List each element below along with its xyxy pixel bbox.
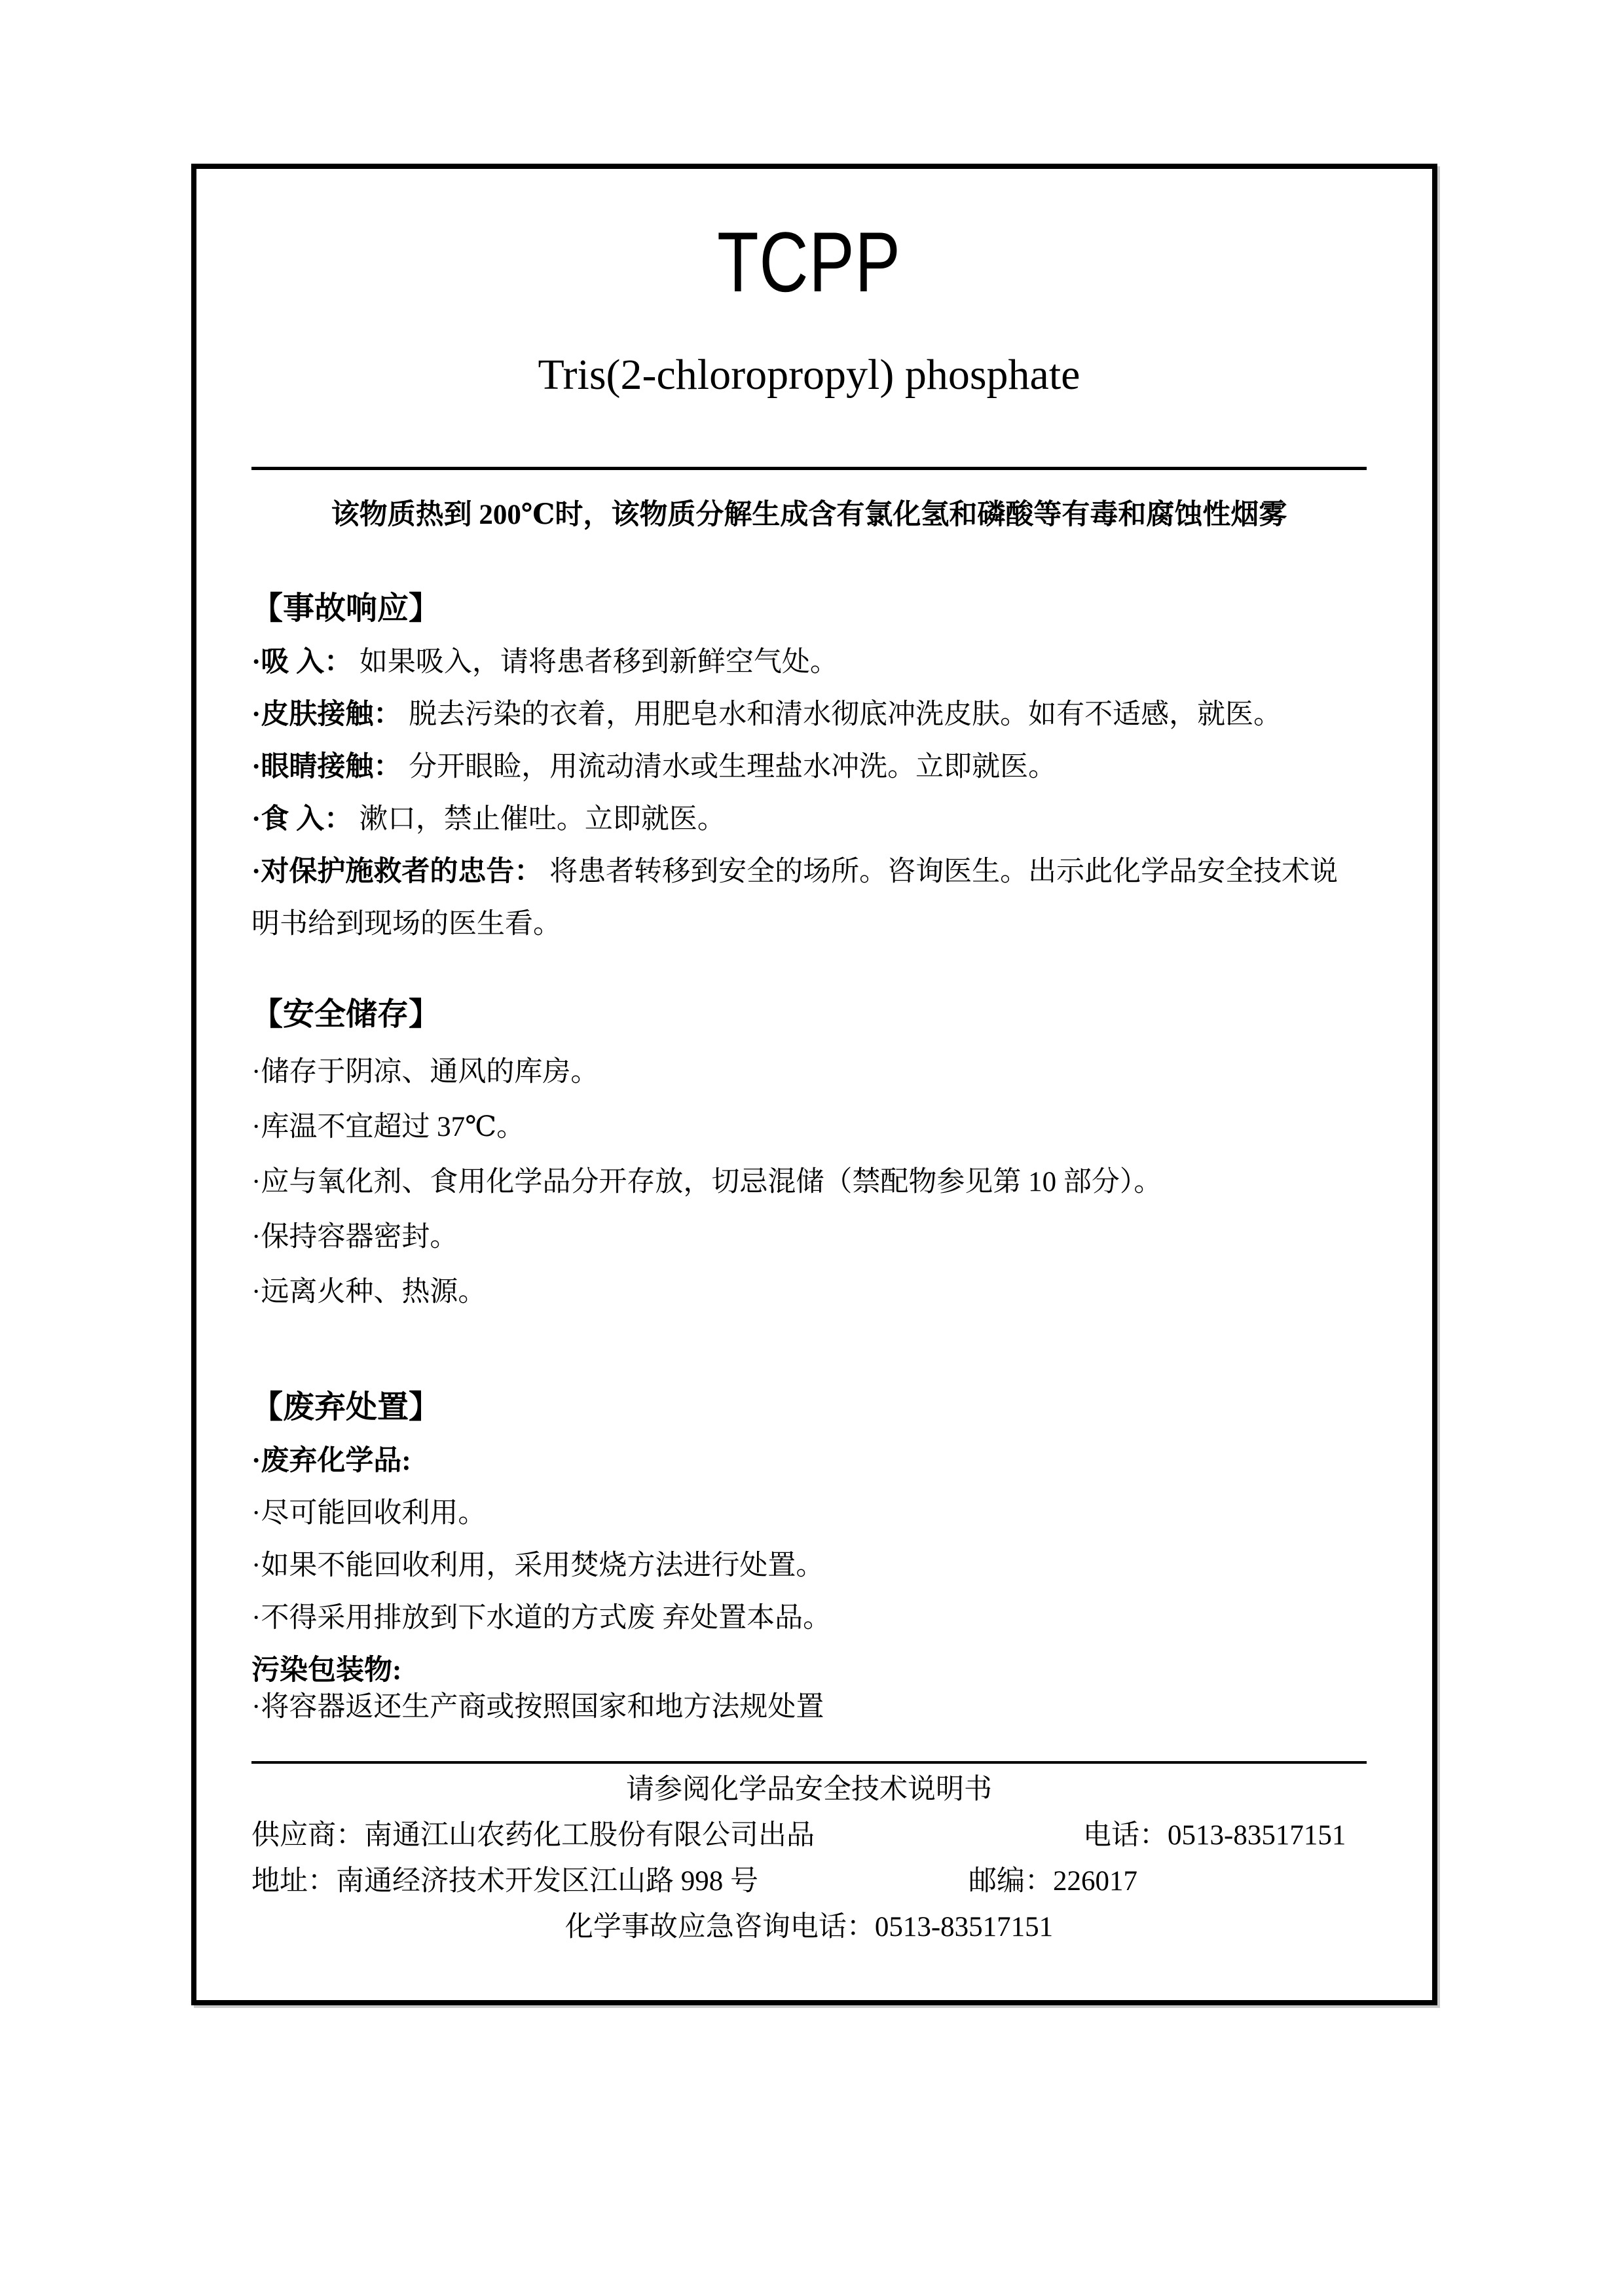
emergency-phone-text: 化学事故应急咨询电话：0513-83517151 — [564, 1912, 1054, 1942]
list-item — [251, 636, 1367, 689]
item-label: ·食 入： — [251, 804, 353, 835]
item-label: ·皮肤接触： — [251, 699, 402, 730]
postcode-text: 邮编：226017 — [969, 1866, 1137, 1897]
item-text: 将患者转移到安全的场所。咨询医生。出示此化学品安全技术说 — [542, 856, 1338, 887]
phone-text: 电话：0513-83517151 — [1083, 1820, 1346, 1851]
document-frame — [191, 164, 1437, 2005]
list-item — [251, 793, 1367, 846]
list-item — [251, 846, 1367, 951]
bottom-divider — [251, 1761, 1367, 1764]
document-content — [196, 206, 1432, 1950]
footer-address-row — [251, 1859, 1367, 1904]
list-item: ·储存于阴凉、通风的库房。 — [251, 1057, 599, 1087]
document-subtitle: Tris(2-chloropropyl) phosphate — [538, 351, 1080, 399]
address-text: 地址：南通经济技术开发区江山路 998 号 — [251, 1866, 758, 1897]
accident-response-heading: 【事故响应】 — [251, 591, 441, 626]
document-title — [251, 206, 1367, 318]
item-label: ·吸 入： — [251, 647, 353, 678]
item-text: 如果吸入，请将患者移到新鲜空气处。 — [352, 647, 838, 678]
item-text: 漱口，禁止催吐。立即就医。 — [352, 804, 726, 835]
list-item: ·尽可能回收利用。 — [251, 1498, 487, 1529]
section-waste-disposal — [251, 1380, 1367, 1734]
document-title-text: TCPP — [717, 214, 901, 310]
item-text-continued: 明书给到现场的医生看。 — [251, 909, 561, 939]
list-item: ·不得采用排放到下水道的方式废 弃处置本品。 — [251, 1603, 832, 1633]
list-item: ·库温不宜超过 37℃。 — [251, 1112, 525, 1142]
list-item: 污染包装物: — [251, 1655, 402, 1686]
item-text: 分开眼睑，用流动清水或生理盐水冲洗。立即就医。 — [401, 752, 1057, 782]
item-text: 脱去污染的衣着，用肥皂水和清水彻底冲洗皮肤。如有不适感，就医。 — [401, 699, 1282, 730]
list-item: ·远离火种、热源。 — [251, 1277, 487, 1307]
supplier-text: 供应商：南通江山农药化工股份有限公司出品 — [251, 1820, 815, 1851]
hazard-warning: 该物质热到 200℃时，该物质分解生成含有氯化氢和磷酸等有毒和腐蚀性烟雾 — [331, 500, 1287, 530]
list-item — [251, 741, 1367, 793]
list-item: ·应与氧化剂、食用化学品分开存放，切忌混储（禁配物参见第 10 部分）。 — [251, 1167, 1162, 1197]
waste-disposal-heading: 【废弃处置】 — [251, 1390, 441, 1425]
list-item — [251, 689, 1367, 741]
safe-storage-heading: 【安全储存】 — [251, 997, 441, 1032]
footer-note: 请参阅化学品安全技术说明书 — [626, 1774, 992, 1805]
top-divider — [251, 467, 1367, 470]
item-label: ·眼睛接触： — [251, 752, 402, 782]
item-label: ·对保护施救者的忠告： — [251, 856, 543, 887]
list-item: ·废弃化学品: — [251, 1446, 411, 1476]
list-item: ·将容器返还生产商或按照国家和地方法规处置 — [251, 1692, 824, 1722]
section-accident-response — [251, 581, 1367, 951]
document-footer — [251, 1767, 1367, 1950]
list-item: ·保持容器密封。 — [251, 1222, 458, 1252]
footer-supplier-row — [251, 1813, 1367, 1859]
section-safe-storage — [251, 987, 1367, 1320]
list-item: ·如果不能回收利用，采用焚烧方法进行处置。 — [251, 1550, 824, 1581]
